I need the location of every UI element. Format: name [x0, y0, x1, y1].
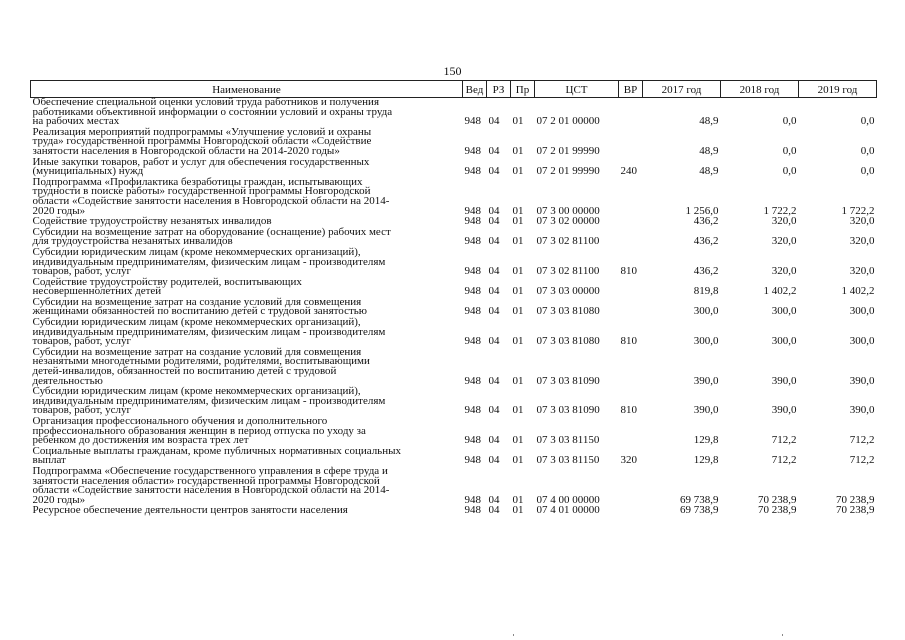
cell-vr	[619, 417, 643, 447]
table-row	[31, 348, 877, 387]
cell-2019: 320,0	[849, 215, 875, 228]
name-line: Организация профессионального обучения и дополнительного	[32, 415, 328, 427]
cell-ved: 948	[464, 504, 481, 517]
table-row	[31, 178, 877, 217]
table-row	[31, 128, 877, 158]
cell-2018: 0,0	[782, 144, 797, 157]
name-line: (муниципальных) нужд	[32, 165, 144, 178]
cell-pr: 01	[512, 335, 524, 348]
cell-pr: 01	[512, 285, 524, 298]
cell-name	[31, 245, 463, 278]
name-line: Подпрограмма «Обеспечение государственного управления в сфере труда и	[32, 464, 388, 477]
name-line: индивидуальным предпринимателям, физическим лицам - производителям	[32, 394, 386, 407]
cell-pr: 01	[512, 493, 524, 506]
cell-rz: 04	[488, 165, 500, 178]
name-line: ребенком до достижения им возраста трех лет	[32, 434, 249, 447]
cell-cst: 07 3 03 81150	[536, 454, 600, 467]
cell-2019: 70 238,9	[836, 504, 875, 517]
table-row	[31, 387, 877, 417]
cell-ved: 948	[464, 374, 481, 387]
cell-pr: 01	[512, 454, 524, 467]
cell-rz: 04	[488, 144, 500, 157]
cell-pr: 01	[512, 305, 524, 318]
cell-2019: 712,2	[849, 434, 875, 447]
name-line: несовершеннолетних детей	[32, 285, 162, 298]
table-body	[31, 98, 877, 517]
cell-pr: 01	[512, 115, 524, 128]
cell-name	[31, 318, 463, 348]
name-line: работниками объективной информации о состоянии условий и охраны труда	[32, 105, 393, 118]
cell-cst: 07 2 01 99990	[536, 165, 600, 178]
cell-2019: 1 722,2	[841, 204, 875, 217]
cell-rz: 04	[488, 434, 500, 447]
cell-rz: 04	[488, 504, 500, 517]
cell-rz: 04	[488, 493, 500, 506]
cell-cst: 07 3 03 81090	[536, 374, 600, 387]
cell-ved: 948	[464, 285, 481, 298]
cell-pr: 01	[512, 215, 524, 228]
name-line: Социальные выплаты гражданам, кроме публичных нормативных социальных	[32, 444, 401, 457]
cell-name	[31, 225, 463, 248]
name-line: Иные закупки товаров, работ и услуг для обеспечения государственных	[32, 155, 370, 168]
cell-vr	[619, 298, 643, 318]
cell-2018: 320,0	[771, 215, 797, 228]
cell-2019: 300,0	[849, 335, 875, 348]
cell-2017: 390,0	[693, 404, 719, 417]
cell-2018: 1 402,2	[763, 285, 797, 298]
cell-vr	[619, 278, 643, 298]
name-line: Содействие трудоустройству незанятых инвалидов	[32, 215, 272, 228]
header-cst: ЦСТ	[535, 81, 619, 98]
cell-2017: 436,2	[693, 235, 719, 248]
cell-pr: 01	[512, 504, 524, 517]
name-line: товаров, работ, услуг	[32, 335, 131, 348]
cell-name	[31, 345, 463, 387]
cell-ved: 948	[464, 305, 481, 318]
name-line: товаров, работ, услуг	[32, 404, 131, 417]
name-line: Содействие трудоустройству родителей, воспитывающих	[32, 275, 302, 288]
cell-2018: 712,2	[771, 454, 797, 467]
cell-2018: 390,0	[771, 404, 797, 417]
cell-2018: 70 238,9	[758, 504, 797, 517]
page-number: 150	[443, 64, 462, 78]
cell-ved: 948	[464, 493, 481, 506]
cell-pr: 01	[512, 404, 524, 417]
cell-rz: 04	[488, 335, 500, 348]
cell-2018: 300,0	[771, 305, 797, 318]
name-line: выплат	[32, 454, 66, 467]
cell-2017: 819,8	[693, 285, 719, 298]
cell-2017: 390,0	[693, 374, 719, 387]
cell-2017: 436,2	[693, 265, 719, 278]
name-line: Подпрограмма «Профилактика безработицы граждан, испытывающих	[32, 175, 363, 188]
cell-2017: 48,9	[699, 115, 719, 128]
cell-2017: 300,0	[693, 305, 719, 318]
cell-2019: 712,2	[849, 454, 875, 467]
cell-2019: 300,0	[849, 305, 875, 318]
cell-2017: 48,9	[699, 165, 719, 178]
header-pr: Пр	[511, 81, 535, 98]
table-row	[31, 228, 877, 248]
cell-vr	[619, 98, 643, 128]
cell-cst: 07 3 03 81150	[536, 434, 600, 447]
name-line: Обеспечение специальной оценки условий труда работников и получения	[32, 96, 379, 108]
cell-2017: 1 256,0	[685, 204, 719, 217]
header-ved: Вед	[463, 81, 487, 98]
table-header-row	[31, 81, 877, 98]
table-row	[31, 447, 877, 467]
cell-2018: 390,0	[771, 374, 797, 387]
cell-vr: 810	[620, 404, 637, 417]
name-line: Субсидии юридическим лицам (кроме некоммерческих организаций),	[32, 316, 361, 329]
cell-2018: 712,2	[771, 434, 797, 447]
cell-vr: 240	[620, 165, 637, 178]
cell-2019: 0,0	[860, 165, 875, 178]
name-line: незанятыми многодетными родителями, родителями, воспитывающими	[32, 355, 370, 368]
cell-ved: 948	[464, 335, 481, 348]
name-line: детей-инвалидов, обязанностей по воспитанию детей с трудовой	[32, 365, 337, 378]
cell-name	[31, 155, 463, 178]
cell-vr	[619, 217, 643, 228]
cell-2018: 1 722,2	[763, 204, 797, 217]
cell-2017: 69 738,9	[680, 504, 719, 517]
name-line: индивидуальным предпринимателям, физическим лицам - производителям	[32, 255, 386, 268]
table-row	[31, 506, 877, 517]
budget-table	[30, 80, 877, 517]
name-line: занятости населения в Новгородской области на 2014-2020 годы»	[32, 144, 340, 157]
cell-name	[31, 387, 463, 417]
name-line: на рабочих местах	[32, 115, 120, 128]
table-row	[31, 158, 877, 178]
cell-name	[31, 506, 463, 517]
name-line: области «Содействие занятости населения в Новгородской области на 2014-	[32, 194, 390, 207]
cell-2019: 70 238,9	[836, 493, 875, 506]
table-row	[31, 417, 877, 447]
cell-ved: 948	[464, 165, 481, 178]
cell-rz: 04	[488, 305, 500, 318]
table-row	[31, 467, 877, 506]
cell-name	[31, 275, 463, 298]
name-line: Субсидии на возмещение затрат на оборудование (оснащение) рабочих мест	[32, 225, 391, 238]
cell-vr	[619, 128, 643, 158]
cell-cst: 07 3 02 00000	[536, 215, 600, 228]
name-line: товаров, работ, услуг	[32, 265, 131, 278]
table-row	[31, 98, 877, 128]
cell-2017: 129,8	[693, 454, 719, 467]
cell-ved: 948	[464, 434, 481, 447]
cell-2017: 69 738,9	[680, 493, 719, 506]
cell-pr: 01	[512, 434, 524, 447]
cell-pr: 01	[512, 265, 524, 278]
name-line: Субсидии юридическим лицам (кроме некоммерческих организаций),	[32, 385, 361, 398]
cell-2018: 70 238,9	[758, 493, 797, 506]
header-2018: 2018 год	[721, 81, 799, 98]
cell-ved: 948	[464, 454, 481, 467]
cell-2018: 320,0	[771, 265, 797, 278]
name-line: труда» государственной программы Новгородской области «Содействие	[32, 135, 372, 148]
cell-vr: 320	[620, 454, 637, 467]
cell-rz: 04	[488, 235, 500, 248]
cell-2018: 0,0	[782, 165, 797, 178]
cell-rz: 04	[488, 115, 500, 128]
cell-cst: 07 4 00 00000	[536, 493, 600, 506]
cell-name	[31, 125, 463, 158]
cell-rz: 04	[488, 454, 500, 467]
table-row	[31, 248, 877, 278]
table-row	[31, 298, 877, 318]
cell-pr: 01	[512, 165, 524, 178]
cell-cst: 07 3 03 81090	[536, 404, 600, 417]
name-line: Субсидии на возмещение затрат на создание условий для совмещения	[32, 345, 362, 358]
cell-2019: 320,0	[849, 265, 875, 278]
cell-2018: 300,0	[771, 335, 797, 348]
cell-pr: 01	[512, 235, 524, 248]
header-2019: 2019 год	[799, 81, 877, 98]
cell-2019: 0,0	[860, 144, 875, 157]
cell-ved: 948	[464, 404, 481, 417]
name-line: для трудоустройства незанятых инвалидов	[32, 235, 233, 248]
cell-2019: 1 402,2	[841, 285, 875, 298]
cell-2017: 300,0	[693, 335, 719, 348]
cell-name	[31, 417, 463, 447]
header-2017: 2017 год	[643, 81, 721, 98]
name-line: 2020 годы»	[32, 493, 86, 506]
cell-vr: 810	[620, 335, 637, 348]
cell-2018: 0,0	[782, 115, 797, 128]
cell-name	[31, 175, 463, 217]
cell-2019: 320,0	[849, 235, 875, 248]
name-line: женщинами обязанностей по воспитанию детей с трудовой занятостью	[32, 305, 367, 318]
header-rz: РЗ	[487, 81, 511, 98]
cell-2019: 0,0	[860, 115, 875, 128]
cell-ved: 948	[464, 115, 481, 128]
cell-pr: 01	[512, 374, 524, 387]
cell-name	[31, 98, 463, 128]
cell-rz: 04	[488, 374, 500, 387]
cell-rz: 04	[488, 265, 500, 278]
table-row	[31, 318, 877, 348]
cell-ved: 948	[464, 204, 481, 217]
name-line: Ресурсное обеспечение деятельности центров занятости населения	[32, 504, 348, 517]
cell-ved: 948	[464, 265, 481, 278]
scan-mark	[513, 634, 514, 636]
cell-ved: 948	[464, 215, 481, 228]
cell-cst: 07 3 00 00000	[536, 204, 600, 217]
name-line: 2020 годы»	[32, 204, 86, 217]
cell-rz: 04	[488, 285, 500, 298]
name-line: деятельностью	[32, 374, 103, 387]
cell-2019: 390,0	[849, 404, 875, 417]
header-vr: ВР	[619, 81, 643, 98]
cell-rz: 04	[488, 215, 500, 228]
cell-cst: 07 2 01 99990	[536, 144, 600, 157]
cell-vr: 810	[620, 265, 637, 278]
name-line: Субсидии юридическим лицам (кроме некоммерческих организаций),	[32, 245, 361, 258]
cell-2017: 129,8	[693, 434, 719, 447]
cell-cst: 07 4 01 00000	[536, 504, 600, 517]
cell-ved: 948	[464, 235, 481, 248]
cell-name	[31, 464, 463, 506]
header-name: Наименование	[31, 81, 463, 98]
cell-cst: 07 3 02 81100	[536, 265, 600, 278]
cell-rz: 04	[488, 204, 500, 217]
name-line: занятости населения области» государственной программы Новгородской	[32, 474, 380, 487]
name-line: области «Содействие занятости населения в Новгородской области на 2014-	[32, 484, 390, 497]
cell-vr	[619, 348, 643, 387]
cell-2017: 48,9	[699, 144, 719, 157]
name-line: профессионального образования женщин в период отпуска по уходу за	[32, 424, 366, 437]
cell-name	[31, 444, 463, 467]
cell-pr: 01	[512, 204, 524, 217]
cell-cst: 07 3 03 81080	[536, 305, 600, 318]
cell-vr	[619, 467, 643, 506]
cell-cst: 07 3 03 00000	[536, 285, 600, 298]
cell-ved: 948	[464, 144, 481, 157]
cell-2017: 436,2	[693, 215, 719, 228]
cell-cst: 07 3 02 81100	[536, 235, 600, 248]
cell-vr	[619, 506, 643, 517]
cell-vr	[619, 178, 643, 217]
cell-cst: 07 2 01 00000	[536, 115, 600, 128]
scan-mark	[782, 634, 783, 636]
cell-2019: 390,0	[849, 374, 875, 387]
cell-2018: 320,0	[771, 235, 797, 248]
cell-vr	[619, 228, 643, 248]
cell-name	[31, 295, 463, 318]
name-line: Реализация мероприятий подпрограммы «Улучшение условий и охраны	[32, 125, 372, 138]
name-line: Субсидии на возмещение затрат на создание условий для совмещения	[32, 295, 362, 308]
cell-pr: 01	[512, 144, 524, 157]
name-line: трудности в поиске работы» государственной программы Новгородской	[32, 185, 371, 198]
table-row	[31, 278, 877, 298]
cell-rz: 04	[488, 404, 500, 417]
cell-cst: 07 3 03 81080	[536, 335, 600, 348]
name-line: индивидуальным предпринимателям, физическим лицам - производителям	[32, 325, 386, 338]
